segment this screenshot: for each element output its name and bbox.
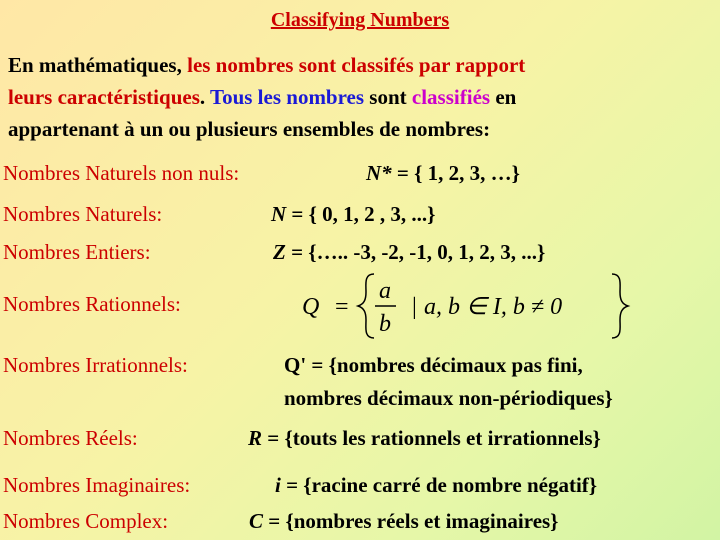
label-complex: Nombres Complex:	[3, 509, 169, 533]
set-definition: = {racine carré de nombre négatif}	[280, 473, 598, 497]
intro-text: .	[199, 85, 210, 109]
intro-highlight-red: les nombres sont classifés par rapport	[187, 53, 526, 77]
label-imaginaires: Nombres Imaginaires:	[3, 473, 191, 497]
intro-highlight-blue: Tous les nombres	[210, 85, 365, 109]
symbol-q: Q	[302, 294, 320, 320]
intro-text: appartenant à un ou plusieurs ensembles de nombres:	[8, 117, 491, 141]
intro-text: En mathématiques,	[8, 53, 188, 77]
label-entiers: Nombres Entiers:	[3, 240, 151, 264]
symbol-r: R	[248, 426, 263, 450]
such-that-bar: |	[412, 294, 417, 320]
set-definition: = {touts les rationnels et irrationnels}	[262, 426, 601, 450]
value-reels	[248, 426, 601, 451]
symbol-i: i	[275, 473, 281, 497]
set-definition: = { 0, 1, 2 , 3, ...}	[286, 202, 436, 226]
rational-condition: a, b ∈ I, b ≠ 0	[424, 294, 563, 320]
value-irrationnels-line1: Q' = {nombres décimaux pas fini,	[284, 353, 583, 377]
symbol-n-star: N*	[366, 161, 392, 185]
set-definition: = {nombres réels et imaginaires}	[263, 509, 559, 533]
equals-sign: =	[335, 294, 349, 320]
intro-text: sont	[364, 85, 412, 109]
value-entiers	[273, 240, 545, 265]
symbol-n: N	[271, 202, 287, 226]
value-complex	[249, 509, 558, 534]
set-definition: = {….. -3, -2, -1, 0, 1, 2, 3, ...}	[285, 240, 546, 264]
right-brace-icon	[612, 274, 628, 338]
fraction-denominator: b	[379, 311, 391, 337]
label-irrationnels: Nombres Irrationnels:	[3, 353, 188, 377]
fraction-numerator: a	[379, 278, 391, 304]
label-reels: Nombres Réels:	[3, 426, 138, 450]
value-naturels	[271, 202, 435, 227]
page-title: Classifying Numbers	[270, 9, 450, 31]
label-rationnels: Nombres Rationnels:	[3, 292, 181, 316]
intro-text: en	[490, 85, 517, 109]
symbol-z: Z	[273, 240, 286, 264]
intro-highlight-magenta: classifiés	[411, 85, 491, 109]
value-naturels-non-nuls	[366, 161, 520, 186]
left-brace-icon	[358, 274, 374, 338]
label-naturels: Nombres Naturels:	[3, 202, 163, 226]
label-naturels-non-nuls: Nombres Naturels non nuls:	[3, 161, 240, 185]
value-irrationnels-line2: nombres décimaux non-périodiques}	[284, 386, 613, 410]
value-imaginaires	[275, 473, 597, 498]
intro-paragraph	[8, 49, 714, 145]
symbol-c: C	[249, 509, 264, 533]
rationnels-formula	[290, 270, 635, 342]
intro-highlight-red: leurs caractéristiques	[8, 85, 200, 109]
set-definition: = { 1, 2, 3, …}	[391, 161, 520, 185]
